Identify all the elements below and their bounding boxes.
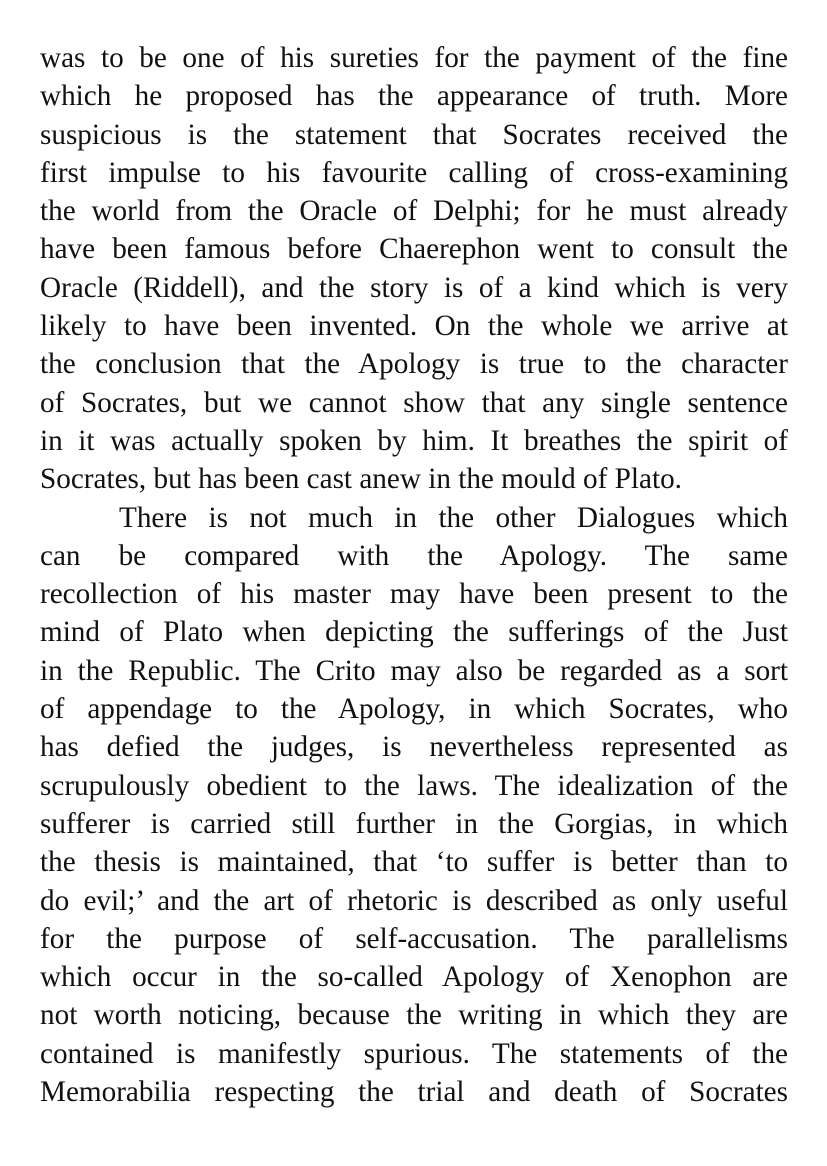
text-line: sufferer is carried still further in the Gorgias, in which bbox=[40, 807, 788, 840]
text-line: the conclusion that the Apology is true to the character bbox=[40, 348, 788, 381]
text-line: do evil;’ and the art of rhetoric is described as only useful bbox=[40, 884, 788, 917]
text-line: There is not much in the other Dialogues which bbox=[119, 501, 788, 534]
text-line: first impulse to his favourite calling of cross-examining bbox=[40, 156, 788, 189]
paragraph-2 bbox=[40, 499, 788, 1112]
text-line: Memorabilia respecting the trial and death of Socrates bbox=[40, 1076, 788, 1109]
text-line: the thesis is maintained, that ‘to suffer is better than to bbox=[40, 846, 788, 879]
paragraph-1 bbox=[40, 39, 788, 499]
text-line: in it was actually spoken by him. It breathes the spirit of bbox=[40, 424, 788, 457]
text-line: not worth noticing, because the writing in which they are bbox=[40, 999, 788, 1032]
text-line: of appendage to the Apology, in which Socrates, who bbox=[40, 693, 788, 726]
text-line: for the purpose of self-accusation. The parallelisms bbox=[40, 922, 788, 955]
text-line: of Socrates, but we cannot show that any single sentence bbox=[40, 386, 788, 419]
text-line: mind of Plato when depicting the sufferings of the Just bbox=[40, 616, 788, 649]
text-line: scrupulously obedient to the laws. The idealization of the bbox=[40, 769, 788, 802]
text-line: which he proposed has the appearance of truth. More bbox=[40, 80, 788, 113]
text-line: Socrates, but has been cast anew in the mould of Plato. bbox=[40, 463, 682, 496]
text-line: in the Republic. The Crito may also be regarded as a sort bbox=[40, 654, 788, 687]
text-line: likely to have been invented. On the whole we arrive at bbox=[40, 310, 788, 343]
text-line: was to be one of his sureties for the payment of the fine bbox=[40, 42, 788, 74]
text-line: has defied the judges, is nevertheless represented as bbox=[40, 731, 788, 764]
text-line: contained is manifestly spurious. The statements of the bbox=[40, 1037, 788, 1070]
text-line: the world from the Oracle of Delphi; for he must already bbox=[40, 195, 788, 228]
text-line: suspicious is the statement that Socrates received the bbox=[40, 118, 788, 151]
text-line: have been famous before Chaerephon went to consult the bbox=[40, 233, 788, 266]
text-line: recollection of his master may have been present to the bbox=[40, 578, 788, 611]
text-line: which occur in the so-called Apology of Xenophon are bbox=[40, 961, 788, 994]
text-line: Oracle (Riddell), and the story is of a kind which is very bbox=[40, 271, 788, 304]
document-page bbox=[40, 39, 788, 1111]
text-line: can be compared with the Apology. The same bbox=[40, 539, 788, 572]
